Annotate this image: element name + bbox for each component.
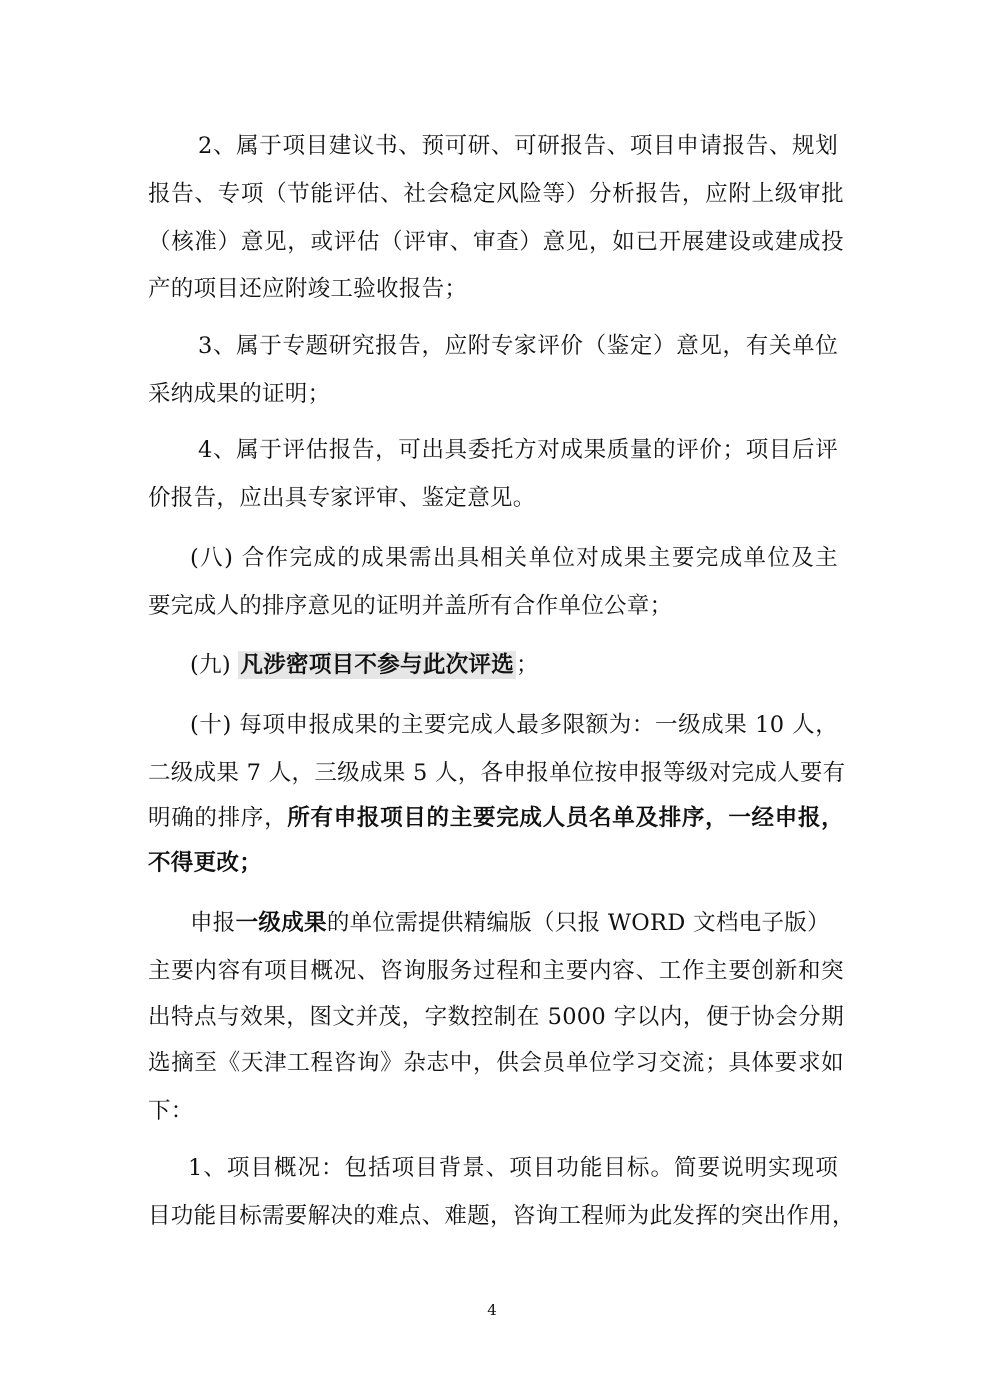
p9-highlight-bold: 凡涉密项目不参与此次评选 <box>240 652 515 678</box>
p8-line-1: (八) 合作完成的成果需出具相关单位对成果主要完成单位及主 <box>190 545 838 571</box>
p8-line-2: 要完成人的排序意见的证明并盖所有合作单位公章； <box>148 593 673 619</box>
p10-line-4-bold: 不得更改； <box>148 850 263 876</box>
p2-line-2: 报告、专项（节能评估、社会稳定风险等）分析报告，应附上级审批 <box>148 181 844 207</box>
p10-line-3 <box>148 803 844 833</box>
p12-line-2: 目功能目标需要解决的难点、难题，咨询工程师为此发挥的突出作用， <box>148 1203 855 1229</box>
p11-line-1 <box>190 908 838 938</box>
p10-line-3-normal: 明确的排序， <box>148 805 288 831</box>
page-number: 4 <box>487 1301 497 1319</box>
p11-line-4: 选摘至《天津工程咨询》杂志中，供会员单位学习交流；具体要求如 <box>148 1050 844 1076</box>
p11-line-1-bold: 一级成果 <box>235 910 327 936</box>
p9-prefix: (九) <box>190 652 239 678</box>
p2-line-3: （核准）意见，或评估（评审、审查）意见，如已开展建设或建成投 <box>148 229 844 255</box>
p2-line-1: 2、属于项目建议书、预可研、可研报告、项目申请报告、规划 <box>198 133 838 159</box>
p11-line-1-b: 的单位需提供精编版（只报 WORD 文档电子版） <box>326 910 830 936</box>
p11-line-3: 出特点与效果，图文并茂，字数控制在 5000 字以内，便于协会分期 <box>148 1004 844 1030</box>
p10-line-2: 二级成果 7 人，三级成果 5 人，各申报单位按申报等级对完成人要有 <box>148 760 846 786</box>
p12-line-1: 1、项目概况：包括项目背景、项目功能目标。简要说明实现项 <box>188 1155 838 1181</box>
p3-line-1: 3、属于专题研究报告，应附专家评价（鉴定）意见，有关单位 <box>198 333 838 359</box>
p9-suffix: ； <box>516 652 539 678</box>
p4-line-2: 价报告，应出具专家评审、鉴定意见。 <box>148 485 536 511</box>
p3-line-2: 采纳成果的证明； <box>148 381 331 407</box>
p10-line-3-bold: 所有申报项目的主要完成人员名单及排序，一经申报， <box>287 805 844 831</box>
p11-line-5: 下： <box>148 1098 194 1124</box>
p11-line-1-a: 申报 <box>190 910 236 936</box>
p10-line-1: (十) 每项申报成果的主要完成人最多限额为：一级成果 10 人， <box>190 712 838 738</box>
p4-line-1: 4、属于评估报告，可出具委托方对成果质量的评价；项目后评 <box>198 437 838 463</box>
p11-line-2: 主要内容有项目概况、咨询服务过程和主要内容、工作主要创新和突 <box>148 958 844 984</box>
p9-line <box>190 650 886 680</box>
p2-line-4: 产的项目还应附竣工验收报告； <box>148 276 468 302</box>
